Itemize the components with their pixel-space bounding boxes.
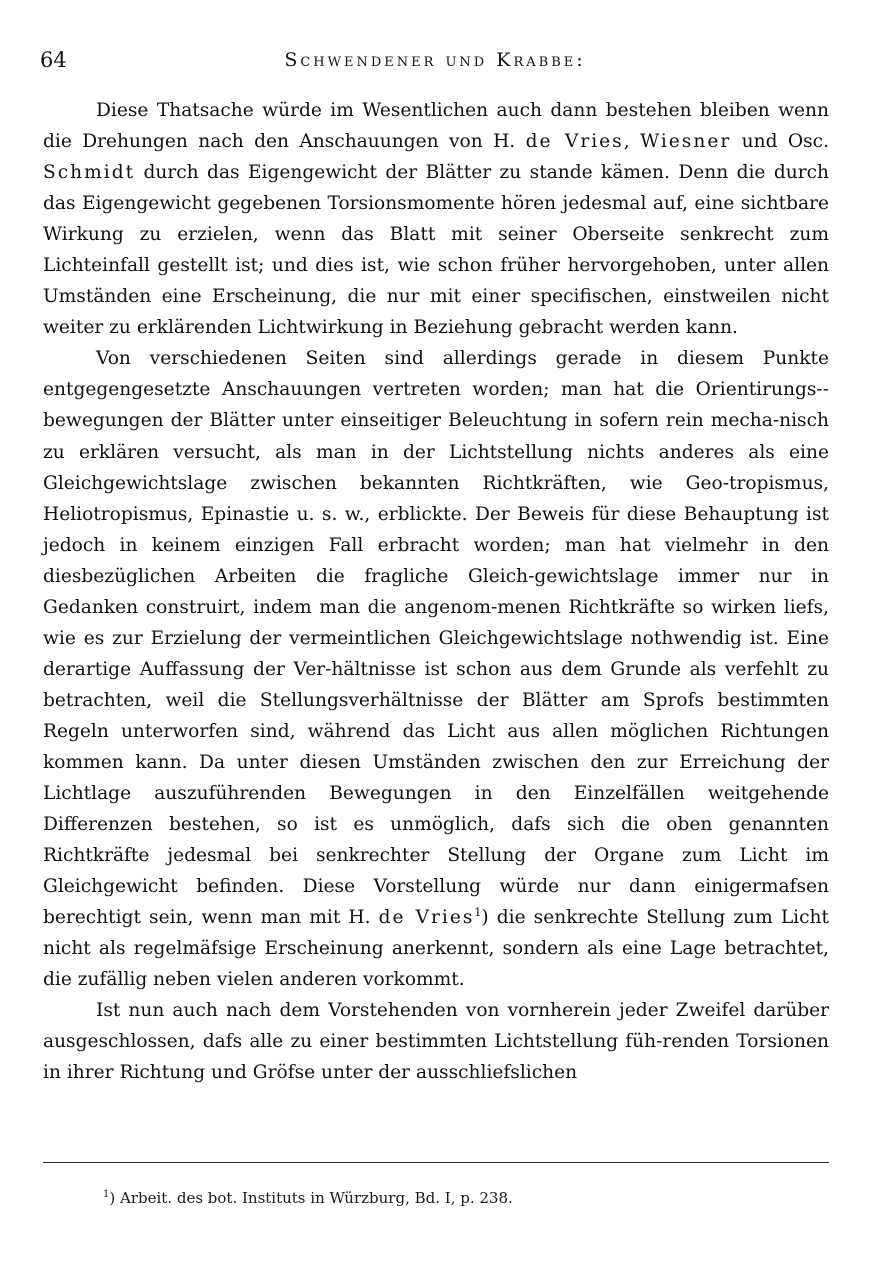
paragraph-1-text-c: durch das Eigengewicht der Blätter zu stande kämen. Denn die durch das Eigengewicht gegebenen Torsionsmomente hören jedesmal auf, eine sichtbare Wirkung zu erzielen, wenn das Blatt mit seiner Oberseite senkrecht zum Lichteinfall gestellt ist; und dies ist, wie schon früher hervorgehoben, unter allen Umständen eine Erscheinung, die nur mit einer specifischen, einstweilen nicht weiter zu erklärenden Lichtwirkung in Beziehung gebracht werden kann. — [43, 162, 829, 339]
author-name-de-vries: de Vries — [378, 907, 475, 929]
paragraph-1-comma: , — [623, 131, 630, 153]
page-header — [40, 44, 830, 76]
footnote-divider — [43, 1162, 829, 1163]
paragraph-2 — [43, 343, 829, 995]
paragraph-2-text-b: ) die senkrechte Stellung zum Licht nicht als regelmäfsige Erscheinung anerkennt, sondern als eine Lage betrachtet, die zufällig neben vielen anderen vorkommt. — [43, 907, 829, 991]
author-name-wiesner: Wiesner — [640, 131, 732, 153]
page-number: 64 — [40, 48, 67, 72]
running-title: Schwendener und Krabbe: — [284, 49, 586, 71]
paragraph-1 — [43, 95, 829, 343]
footnote-marker: 1 — [103, 1189, 110, 1200]
body-text — [43, 95, 829, 1089]
paragraph-2-text-a: Von verschiedenen Seiten sind allerdings gerade in diesem Punkte entgegengesetzte Anschauungen vertreten worden; man hat die Orientirungs-bewegungen der Blätter unter einseitiger Beleuchtung in sofern rein mecha-nisch zu erklären versucht, als man in der Lichtstellung nichts anderes als eine Gleichgewichtslage zwischen bekannten Richtkräften, wie Geo-tropismus, Heliotropismus, Epinastie u. s. w., erblickte. Der Beweis für diese Behauptung ist jedoch in keinem einzigen Fall erbracht worden; man hat vielmehr in den diesbezüglichen Arbeiten die fragliche Gleich-gewichtslage immer nur in Gedanken construirt, indem man die angenom-menen Richtkräfte so wirken liefs, wie es zur Erzielung der vermeintlichen Gleichgewichtslage nothwendig ist. Eine derartige Auffassung der Ver-hältnisse ist schon aus dem Grunde als verfehlt zu betrachten, weil die Stellungsverhältnisse der Blätter am Sprofs bestimmten Regeln unterworfen sind, während das Licht aus allen möglichen Richtungen kommen kann. Da unter diesen Umständen zwischen den zur Erreichung der Lichtlage auszuführenden Bewegungen in den Einzelfällen weitgehende Differenzen bestehen, so ist es unmöglich, dafs sich die oben genannten Richtkräfte jedesmal bei senkrechter Stellung der Organe zum Licht im Gleichgewicht befinden. Diese Vorstellung würde nur dann einigermafsen berechtigt sein, wenn man mit H. — [43, 348, 829, 929]
paragraph-3 — [43, 995, 829, 1088]
footnote — [103, 1186, 829, 1210]
paragraph-1-text-a: Diese Thatsache würde im Wesentlichen auch dann bestehen bleiben wenn die Drehungen nach den Anschauungen von H. — [43, 100, 829, 153]
paragraph-1-text-b: und Osc. — [741, 131, 829, 153]
paragraph-3-text: Ist nun auch nach dem Vorstehenden von vornherein jeder Zweifel darüber ausgeschlossen, dafs alle zu einer bestimmten Lichtstellung füh-renden Torsionen in ihrer Richtung und Gröfse unter der ausschliefslichen — [43, 1000, 829, 1084]
author-name-de-vries: de Vries — [525, 131, 624, 153]
footnote-text: ) Arbeit. des bot. Instituts in Würzburg, Bd. I, p. 238. — [109, 1189, 513, 1207]
footnote-reference[interactable]: 1 — [474, 906, 482, 920]
author-name-schmidt: Schmidt — [43, 162, 136, 184]
